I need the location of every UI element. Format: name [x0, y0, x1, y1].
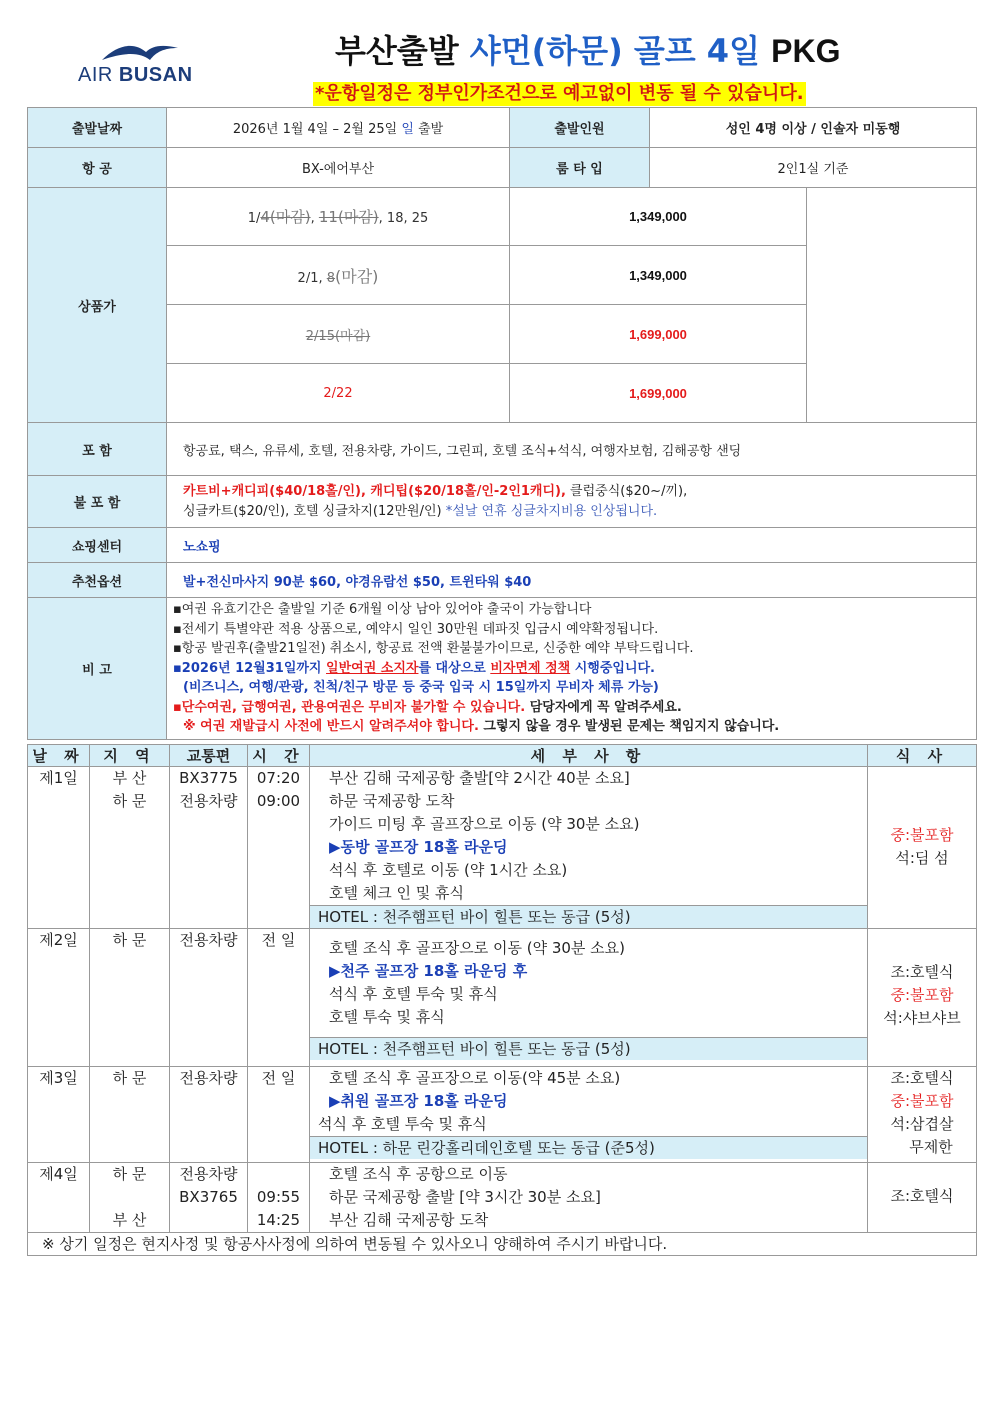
price-value-2: 1,349,000: [510, 246, 807, 305]
product-info-table: [27, 107, 977, 740]
header-time: 시 간: [248, 745, 310, 767]
price-blank-cell: [807, 188, 977, 423]
exclude-label: 불 포 함: [28, 476, 167, 528]
people-label: 출발인원: [510, 108, 650, 148]
day1-hotel: HOTEL : 천주햄프턴 바이 힐튼 또는 동급 (5성): [310, 905, 867, 928]
price-dates-2: 2/1, 8(마감): [167, 246, 510, 305]
day3-transport: 전용차량: [170, 1067, 248, 1163]
price-label: 상품가: [28, 188, 167, 423]
shopping-value: 노쇼핑: [167, 528, 977, 563]
day1-transport: BX3775 전용차량: [170, 767, 248, 929]
day3-meal: 조:호텔식 중:불포함 석:삼겹살 무제한: [868, 1067, 977, 1163]
room-label: 룸 타 입: [510, 148, 650, 188]
people-value: 성인 4명 이상 / 인솔자 미동행: [650, 108, 977, 148]
seagull-icon: [100, 40, 180, 64]
header-details: 세 부 사 항: [310, 745, 868, 767]
day4-details: 호텔 조식 후 공항으로 이동 하문 국제공항 출발 [약 3시간 30분 소요] 부산 김해 국제공항 도착: [310, 1163, 868, 1233]
day2-hotel: HOTEL : 천주햄프턴 바이 힐튼 또는 동급 (5성): [310, 1037, 867, 1060]
day3-hotel: HOTEL : 하문 린강홀리데인호텔 또는 동급 (준5성): [310, 1136, 867, 1159]
header-meal: 식 사: [868, 745, 977, 767]
price-value-3: 1,699,000: [510, 305, 807, 364]
shopping-label: 쇼핑센터: [28, 528, 167, 563]
option-value: 발+전신마사지 90분 $60, 야경유람선 $50, 트윈타워 $40: [167, 563, 977, 598]
airline-value: BX-에어부산: [167, 148, 510, 188]
day4-time: 09:55 14:25: [248, 1163, 310, 1233]
header-transport: 교통편: [170, 745, 248, 767]
remarks-value: ▪여권 유효기간은 출발일 기준 6개월 이상 남아 있어야 출국이 가능합니다 ▪전세기 특별약관 적용 상품으로, 예약시 일인 30만원 데파짓 입금시 예약확정됩니다. ▪항공 발권후(출발21일전) 취소시, 항공료 전액 환불불가이므로, 신중한 예약 부탁드립니다. ▪2026년 12월31일까지 일반여권 소지자를 대상으로 비자면제 정책 시행중입니다. (비즈니스, 여행/관광, 친척/친구 방문 등 중국 입국 시 15일까지 무비자 체류 가능) ▪단수여권, 급행여권, 관용여권은 무비자 불가할 수 있습니다. 담당자에게 꼭 알려주세요. ※ 여권 재발급시 사전에 반드시 알려주셔야 합니다. 그렇지 않을 경우 발생된 문제는 책임지지 않습니다.: [167, 598, 977, 740]
day2-details: 호텔 조식 후 골프장으로 이동 (약 30분 소요) ▶천주 골프장 18홀 라운딩 후 석식 후 호텔 투숙 및 휴식 호텔 투숙 및 휴식 HOTEL : 천주햄프턴 바이 힐튼 또는 동급 (5성): [310, 929, 868, 1067]
price-dates-1: 1/4(마감), 11(마감), 18, 25: [167, 188, 510, 246]
itinerary-footer-note: ※ 상기 일정은 현지사정 및 항공사사정에 의하여 변동될 수 있사오니 양해하여 주시기 바랍니다.: [28, 1233, 977, 1256]
airline-label: 항 공: [28, 148, 167, 188]
day1-day: 제1일: [28, 767, 90, 929]
day2-transport: 전용차량: [170, 929, 248, 1067]
day3-region: 하 문: [90, 1067, 170, 1163]
remarks-label: 비 고: [28, 598, 167, 740]
day4-region: 하 문 부 산: [90, 1163, 170, 1233]
day2-day: 제2일: [28, 929, 90, 1067]
exclude-value: 카트비+캐디피($40/18홀/인), 캐디팁($20/18홀/인-2인1캐디), 클럽중식($20~/끼), 싱글카트($20/인), 호텔 싱글차지(12만원/인) *설날 연휴 싱글차지비용 인상됩니다.: [167, 476, 977, 528]
day4-day: 제4일: [28, 1163, 90, 1233]
day2-meal: 조:호텔식 중:불포함 석:샤브샤브: [868, 929, 977, 1067]
day4-meal: 조:호텔식: [868, 1163, 977, 1233]
day2-time: 전 일: [248, 929, 310, 1067]
include-label: 포 함: [28, 423, 167, 476]
price-dates-4: 2/22: [167, 364, 510, 423]
day3-day: 제3일: [28, 1067, 90, 1163]
day1-region: 부 산 하 문: [90, 767, 170, 929]
price-value-1: 1,349,000: [510, 188, 807, 246]
schedule-notice: *운항일정은 정부인가조건으로 예고없이 변동 될 수 있습니다.: [315, 83, 804, 104]
depart-label: 출발날짜: [28, 108, 167, 148]
day2-region: 하 문: [90, 929, 170, 1067]
price-dates-3: 2/15(마감): [167, 305, 510, 364]
page-title: 부산출발 샤먼(하문) 골프 4일 PKG: [335, 32, 841, 70]
day3-time: 전 일: [248, 1067, 310, 1163]
depart-value: 2026년 1월 4일 – 2월 25일 일 출발: [167, 108, 510, 148]
day1-time: 07:20 09:00: [248, 767, 310, 929]
header-date: 날 짜: [28, 745, 90, 767]
day1-details: 부산 김해 국제공항 출발[약 2시간 40분 소요] 하문 국제공항 도착 가이드 미팅 후 골프장으로 이동 (약 30분 소요) ▶동방 골프장 18홀 라운딩 석식 후 호텔로 이동 (약 1시간 소요) 호텔 체크 인 및 휴식 HOTEL : 천주햄프턴 바이 힐튼 또는 동급 (5성): [310, 767, 868, 929]
header-region: 지 역: [90, 745, 170, 767]
day4-transport: 전용차량 BX3765: [170, 1163, 248, 1233]
price-value-4: 1,699,000: [510, 364, 807, 423]
day3-details: 호텔 조식 후 골프장으로 이동(약 45분 소요) ▶취원 골프장 18홀 라운딩 석식 후 호텔 투숙 및 휴식 HOTEL : 하문 린강홀리데인호텔 또는 동급 (준5성): [310, 1067, 868, 1163]
option-label: 추천옵션: [28, 563, 167, 598]
itinerary-table: [27, 744, 977, 1256]
room-value: 2인1실 기준: [650, 148, 977, 188]
air-busan-logo: AIR BUSAN: [78, 40, 198, 90]
include-value: 항공료, 택스, 유류세, 호텔, 전용차량, 가이드, 그린피, 호텔 조식+석식, 여행자보험, 김해공항 샌딩: [167, 423, 977, 476]
day1-meal: 중:불포함 석:딤 섬: [868, 767, 977, 929]
